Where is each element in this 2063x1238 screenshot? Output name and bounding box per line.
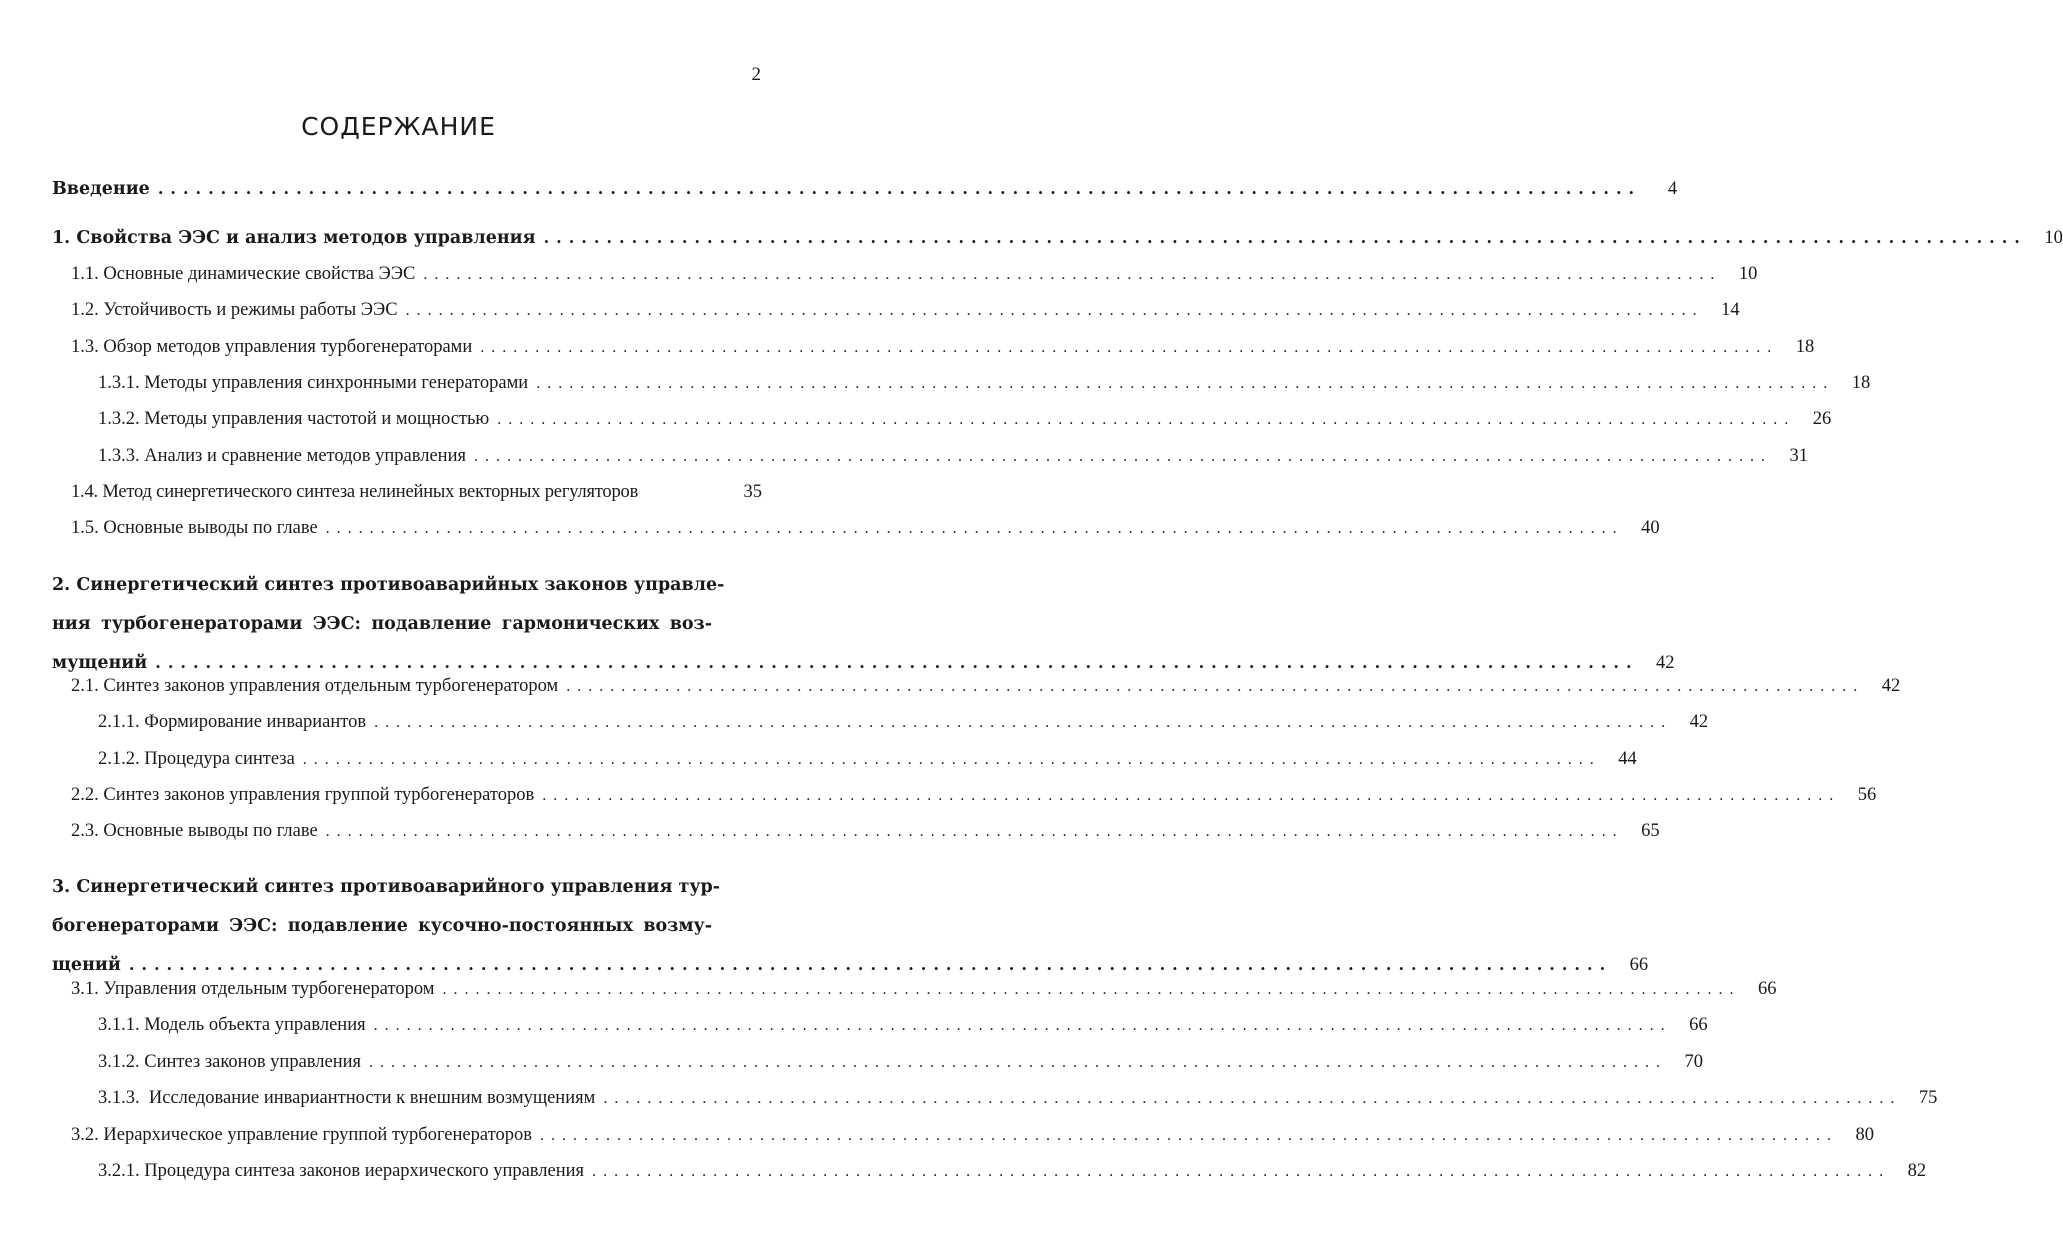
toc-label: 2.3. Основные выводы по главе — [71, 821, 318, 841]
leader-dots: ...................................................................................................................... — [474, 448, 1772, 465]
toc-page: 31 — [1789, 446, 1808, 466]
toc-label: 1. Свойства ЭЭС и анализ методов управления — [52, 228, 536, 248]
leader-dots: ...................................................................................................................... — [405, 302, 1704, 319]
toc-label: 1.3.3. Анализ и сравнение методов управления — [98, 446, 466, 466]
toc-page: 4 — [1667, 179, 1678, 199]
toc-entry-1-3-2[interactable] — [98, 407, 1832, 432]
toc-entry-3-2-1[interactable] — [98, 1159, 1927, 1184]
toc-label: 3.2. Иерархическое управление группой турбогенераторов — [71, 1125, 532, 1145]
toc-label-line: 2. Синергетический синтез противоаварийных законов управле- — [52, 575, 725, 595]
leader-dots: ...................................................................................................................... — [480, 339, 1779, 356]
toc-label: 1.1. Основные динамические свойства ЭЭС — [71, 264, 416, 284]
toc-label: 1.3. Обзор методов управления турбогенераторами — [71, 337, 473, 357]
toc-entry-chapter-3[interactable] — [52, 868, 1649, 977]
toc-entry-1-3-1[interactable] — [98, 371, 1871, 396]
toc-page: 10 — [1738, 264, 1758, 284]
toc-page: 42 — [1689, 712, 1709, 732]
toc-page: 65 — [1641, 821, 1660, 841]
toc-page: 66 — [1689, 1015, 1708, 1035]
leader-dots: ...................................................................................................................... — [539, 1127, 1838, 1144]
toc-label: 3.1.3. Исследование инвариантности к внешним возмущениям — [98, 1088, 596, 1108]
page-number: 2 — [751, 64, 761, 85]
toc-page: 44 — [1618, 749, 1637, 769]
toc-page: 18 — [1851, 373, 1871, 393]
toc-label: 2.1. Синтез законов управления отдельным турбогенератором — [71, 676, 559, 696]
leader-dots: ...................................................................................................................... — [603, 1090, 1902, 1107]
toc-label-line: богенераторами ЭЭС: подавление кусочно-постоянных возму- — [52, 916, 712, 936]
toc-label: 1.3.1. Методы управления синхронными генераторами — [98, 373, 529, 393]
toc-label: 1.5. Основные выводы по главе — [71, 518, 318, 538]
toc-page: 56 — [1857, 785, 1877, 805]
toc-entry-2-2[interactable] — [71, 783, 1877, 808]
toc-page: 14 — [1721, 300, 1740, 320]
leader-dots: ...................................................................................................................... — [155, 653, 1639, 672]
toc-entry-3-1-2[interactable] — [98, 1050, 1704, 1075]
toc-entry-3-1[interactable] — [71, 977, 1777, 1002]
toc-label: 3.1.1. Модель объекта управления — [98, 1015, 366, 1035]
leader-dots: ...................................................................................................................... — [325, 823, 1624, 840]
leader-dots: ...................................................................................................................... — [542, 787, 1841, 804]
leader-dots: ...................................................................................................................... — [373, 1017, 1672, 1034]
toc-label: 2.2. Синтез законов управления группой турбогенераторов — [71, 785, 535, 805]
toc-label: 2.1.2. Процедура синтеза — [98, 749, 295, 769]
toc-page: 75 — [1918, 1088, 1938, 1108]
toc-entry-chapter-2[interactable] — [52, 566, 1675, 675]
leader-dots: ...................................................................................................................... — [325, 520, 1624, 537]
toc-label: 2.1.1. Формирование инвариантов — [98, 712, 367, 732]
toc-label: щений — [52, 955, 121, 975]
leader-dots: ...................................................................................................................... — [592, 1163, 1891, 1180]
toc-page: 80 — [1855, 1125, 1874, 1145]
toc-label: 3.1.2. Синтез законов управления — [98, 1052, 362, 1072]
toc-entry-1-3[interactable] — [71, 335, 1815, 360]
toc-entry-introduction[interactable] — [52, 177, 1678, 201]
toc-page: 66 — [1629, 955, 1649, 975]
toc-page: 82 — [1907, 1161, 1927, 1181]
toc-page: 42 — [1881, 676, 1901, 696]
leader-dots: ...................................................................................................................... — [302, 751, 1601, 768]
leader-dots: ...................................................................................................................... — [128, 955, 1613, 974]
toc-page: 40 — [1641, 518, 1660, 538]
toc-label: Введение — [52, 179, 150, 199]
toc-entry-chapter-1[interactable] — [52, 226, 2063, 250]
leader-dots: ...................................................................................................................... — [157, 179, 1642, 198]
leader-dots: ...................................................................................................................... — [423, 266, 1722, 283]
toc-entry-2-3[interactable] — [71, 819, 1660, 844]
leader-dots: ...................................................................................................................... — [369, 1054, 1668, 1071]
toc-entry-1-4[interactable] — [71, 480, 762, 504]
page-title: СОДЕРЖАНИЕ — [301, 112, 496, 141]
toc-page: 10 — [2044, 228, 2063, 248]
toc-label: 1.4. Метод синергетического синтеза нелинейных векторных регуляторов — [71, 482, 639, 502]
leader-dots: ...................................................................................................................... — [442, 981, 1741, 998]
toc-page: 66 — [1757, 979, 1777, 999]
toc-entry-2-1[interactable] — [71, 674, 1901, 699]
toc-page: 42 — [1656, 653, 1675, 673]
leader-dots: ...................................................................................................................... — [374, 714, 1673, 731]
toc-page: 26 — [1812, 409, 1832, 429]
toc-label: мущений — [52, 653, 148, 673]
leader-dots: ...................................................................................................................... — [543, 228, 2027, 247]
toc-entry-1-2[interactable] — [71, 298, 1740, 323]
toc-page: 35 — [743, 482, 762, 502]
leader-dots: ...................................................................................................................... — [536, 375, 1835, 392]
toc-label: 1.3.2. Методы управления частотой и мощностью — [98, 409, 490, 429]
toc-entry-1-5[interactable] — [71, 516, 1660, 541]
toc-page: 70 — [1684, 1052, 1704, 1072]
toc-entry-2-1-2[interactable] — [98, 747, 1637, 772]
toc-entry-3-2[interactable] — [71, 1123, 1874, 1148]
leader-dots: ...................................................................................................................... — [497, 411, 1796, 428]
toc-label-line: 3. Синергетический синтез противоаварийного управления тур- — [52, 877, 721, 897]
toc-label: 1.2. Устойчивость и режимы работы ЭЭС — [71, 300, 398, 320]
toc-label-line: ния турбогенераторами ЭЭС: подавление гармонических воз- — [52, 614, 712, 634]
toc-entry-3-1-3[interactable] — [98, 1086, 1938, 1111]
toc-page: 18 — [1795, 337, 1815, 357]
toc-entry-3-1-1[interactable] — [98, 1013, 1708, 1038]
toc-label: 3.2.1. Процедура синтеза законов иерархического управления — [98, 1161, 585, 1181]
toc-label: 3.1. Управления отдельным турбогенератором — [71, 979, 435, 999]
leader-dots: ...................................................................................................................... — [566, 678, 1865, 695]
toc-entry-2-1-1[interactable] — [98, 710, 1709, 735]
toc-entry-1-1[interactable] — [71, 262, 1758, 287]
toc-entry-1-3-3[interactable] — [98, 444, 1808, 469]
